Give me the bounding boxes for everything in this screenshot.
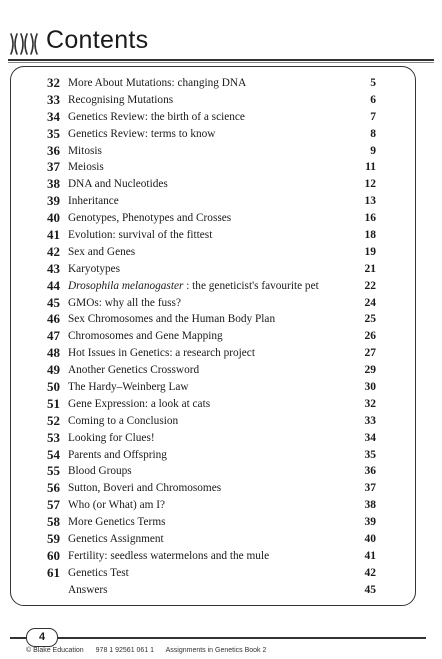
entry-title: Answers bbox=[68, 583, 108, 596]
contents-list bbox=[36, 75, 376, 599]
entry-title: Genetics Review: terms to know bbox=[68, 127, 216, 140]
entry-title: Evolution: survival of the fittest bbox=[68, 229, 213, 242]
entry-number: 49 bbox=[47, 362, 60, 378]
entry-page: 25 bbox=[364, 313, 376, 326]
header-rule-thin bbox=[8, 62, 434, 63]
toc-entry bbox=[36, 278, 376, 295]
entry-title-italic: Drosophila melanogaster bbox=[68, 279, 184, 292]
entry-page: 27 bbox=[364, 347, 376, 360]
entry-title: Sutton, Boveri and Chromosomes bbox=[68, 482, 222, 495]
entry-title: More About Mutations: changing DNA bbox=[68, 77, 247, 89]
entry-title: The Hardy–Weinberg Law bbox=[68, 381, 189, 394]
entry-number: 59 bbox=[47, 531, 60, 547]
chromosome-icon bbox=[8, 32, 42, 56]
entry-page: 35 bbox=[364, 448, 376, 461]
entry-number: 38 bbox=[47, 176, 60, 192]
toc-entry bbox=[36, 497, 376, 514]
entry-page: 26 bbox=[364, 330, 376, 343]
entry-title: Meiosis bbox=[68, 161, 104, 174]
toc-entry bbox=[36, 362, 376, 379]
entry-title: Genetics Assignment bbox=[68, 533, 164, 546]
entry-number: 37 bbox=[47, 159, 60, 175]
entry-number: 51 bbox=[47, 395, 60, 411]
toc-entry bbox=[36, 328, 376, 345]
entry-title: GMOs: why all the fuss? bbox=[68, 296, 181, 309]
entry-title: Genetics Test bbox=[68, 566, 129, 579]
page-number: 4 bbox=[26, 628, 58, 647]
entry-title: Blood Groups bbox=[68, 465, 132, 478]
entry-title: Chromosomes and Gene Mapping bbox=[68, 330, 223, 343]
toc-entry bbox=[36, 345, 376, 362]
entry-number: 60 bbox=[47, 547, 60, 563]
entry-page: 37 bbox=[364, 482, 376, 495]
entry-number: 52 bbox=[47, 412, 60, 428]
entry-number: 61 bbox=[47, 564, 60, 580]
entry-number: 54 bbox=[47, 446, 60, 462]
entry-number: 46 bbox=[47, 311, 60, 327]
book-title: Assignments in Genetics Book 2 bbox=[165, 647, 267, 654]
entry-title-rest: : the geneticist's favourite pet bbox=[183, 279, 319, 292]
entry-number: 34 bbox=[47, 108, 60, 124]
entry-page: 9 bbox=[370, 144, 376, 157]
entry-page: 41 bbox=[364, 549, 376, 562]
entry-number: 58 bbox=[47, 514, 60, 530]
toc-entry bbox=[36, 159, 376, 176]
entry-title: Fertility: seedless watermelons and the mule bbox=[68, 549, 270, 562]
entry-title: More Genetics Terms bbox=[68, 516, 166, 529]
entry-number: 43 bbox=[47, 260, 60, 276]
toc-entry bbox=[36, 548, 376, 565]
entry-page: 5 bbox=[370, 77, 376, 89]
toc-entry bbox=[36, 379, 376, 396]
isbn: 978 1 92561 061 1 bbox=[95, 647, 155, 654]
entry-page: 13 bbox=[364, 195, 376, 208]
entry-title: Another Genetics Crossword bbox=[68, 364, 200, 377]
entry-number: 50 bbox=[47, 379, 60, 395]
entry-page: 16 bbox=[364, 212, 376, 225]
toc-entry bbox=[36, 143, 376, 160]
toc-entry bbox=[36, 396, 376, 413]
entry-page: 6 bbox=[370, 93, 376, 106]
toc-entry bbox=[36, 176, 376, 193]
entry-number: 45 bbox=[47, 294, 60, 310]
entry-title: Genotypes, Phenotypes and Crosses bbox=[68, 212, 232, 225]
entry-number: 41 bbox=[47, 227, 60, 243]
header-rule bbox=[8, 59, 434, 61]
entry-number: 48 bbox=[47, 345, 60, 361]
entry-title bbox=[68, 278, 319, 295]
entry-page: 32 bbox=[364, 397, 376, 410]
entry-number: 32 bbox=[47, 75, 60, 90]
entry-number: 35 bbox=[47, 125, 60, 141]
entry-number: 56 bbox=[47, 480, 60, 496]
toc-entry bbox=[36, 582, 376, 599]
entry-title: DNA and Nucleotides bbox=[68, 178, 168, 191]
entry-title: Sex and Genes bbox=[68, 245, 136, 258]
toc-entry bbox=[36, 210, 376, 227]
toc-entry bbox=[36, 430, 376, 447]
entry-title: Gene Expression: a look at cats bbox=[68, 397, 211, 410]
entry-number: 55 bbox=[47, 463, 60, 479]
entry-number: 44 bbox=[47, 277, 60, 293]
toc-entry bbox=[36, 480, 376, 497]
entry-page: 42 bbox=[364, 566, 376, 579]
toc-entry bbox=[36, 531, 376, 548]
toc-entry bbox=[36, 311, 376, 328]
entry-title: Who (or What) am I? bbox=[68, 499, 166, 512]
entry-title: Parents and Offspring bbox=[68, 448, 167, 461]
entry-page: 29 bbox=[364, 364, 376, 377]
entry-title: Mitosis bbox=[68, 144, 102, 157]
toc-entry bbox=[36, 565, 376, 582]
toc-entry bbox=[36, 244, 376, 261]
entry-number: 57 bbox=[47, 497, 60, 513]
entry-title: Karyotypes bbox=[68, 262, 121, 275]
entry-page: 33 bbox=[364, 414, 376, 427]
toc-entry bbox=[36, 447, 376, 464]
page-title: Contents bbox=[46, 26, 149, 54]
entry-title: Hot Issues in Genetics: a research project bbox=[68, 347, 255, 360]
entry-page: 40 bbox=[364, 533, 376, 546]
toc-entry bbox=[36, 463, 376, 480]
entry-page: 18 bbox=[364, 229, 376, 242]
entry-title: Coming to a Conclusion bbox=[68, 414, 179, 427]
entry-page: 34 bbox=[364, 431, 376, 444]
footer-rule bbox=[10, 637, 426, 639]
entry-page: 19 bbox=[364, 245, 376, 258]
entry-page: 8 bbox=[370, 127, 376, 140]
entry-page: 30 bbox=[364, 381, 376, 394]
toc-entry bbox=[36, 193, 376, 210]
toc-entry bbox=[36, 92, 376, 109]
entry-page: 11 bbox=[365, 161, 376, 174]
entry-number: 47 bbox=[47, 328, 60, 344]
entry-number: 40 bbox=[47, 210, 60, 226]
entry-page: 39 bbox=[364, 516, 376, 529]
entry-page: 38 bbox=[364, 499, 376, 512]
entry-page: 21 bbox=[364, 262, 376, 275]
entry-number: 33 bbox=[47, 91, 60, 107]
entry-page: 45 bbox=[364, 583, 376, 596]
entry-title: Sex Chromosomes and the Human Body Plan bbox=[68, 313, 276, 326]
footer-text bbox=[26, 647, 276, 654]
entry-page: 12 bbox=[364, 178, 376, 191]
toc-entry bbox=[36, 126, 376, 143]
entry-number: 39 bbox=[47, 193, 60, 209]
entry-page: 22 bbox=[364, 279, 376, 292]
entry-page: 7 bbox=[370, 110, 376, 123]
entry-number: 36 bbox=[47, 142, 60, 158]
page-header bbox=[8, 28, 434, 62]
toc-entry bbox=[36, 75, 376, 92]
toc-entry bbox=[36, 109, 376, 126]
toc-entry bbox=[36, 227, 376, 244]
publisher: © Blake Education bbox=[26, 647, 84, 654]
entry-page: 24 bbox=[364, 296, 376, 309]
entry-title: Looking for Clues! bbox=[68, 431, 155, 444]
entry-number: 53 bbox=[47, 429, 60, 445]
toc-entry bbox=[36, 514, 376, 531]
entry-title: Inheritance bbox=[68, 195, 119, 208]
entry-page: 36 bbox=[364, 465, 376, 478]
entry-title: Genetics Review: the birth of a science bbox=[68, 110, 245, 123]
entry-title: Recognising Mutations bbox=[68, 93, 174, 106]
toc-entry bbox=[36, 295, 376, 312]
entry-number: 42 bbox=[47, 243, 60, 259]
toc-entry bbox=[36, 261, 376, 278]
toc-entry bbox=[36, 413, 376, 430]
